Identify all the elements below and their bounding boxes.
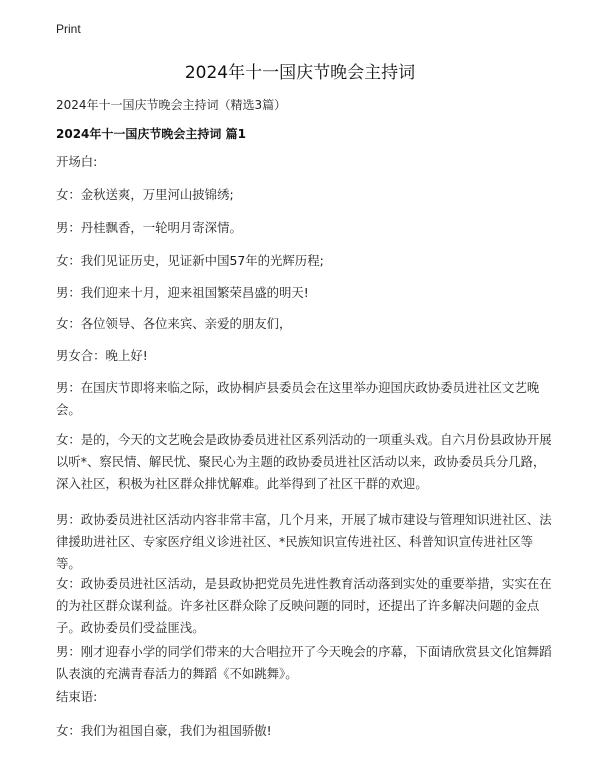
paragraph-line: 女：是的，今天的文艺晚会是政协委员进社区系列活动的一项重头戏。自六月份县政协开展以听*、察民情、解民忧、聚民心为主题的政协委员进社区活动以来，政协委员兵分几路，深入社区，积极为社区群众排忧解难。此举得到了社区干群的欢迎。: [56, 432, 552, 491]
paragraph-line: 女：政协委员进社区活动，是县政协把党员先进性教育活动落到实处的重要举措，实实在在的为社区群众谋利益。许多社区群众除了反映问题的同时，还提出了许多解决问题的金点子。政协委员们受益匪浅。: [56, 576, 552, 635]
paragraph-line: 男：丹桂飘香，一轮明月寄深情。: [56, 220, 242, 235]
paragraph-line: 男：我们迎来十月，迎来祖国繁荣昌盛的明天!: [56, 285, 309, 300]
print-link[interactable]: Print: [56, 22, 81, 36]
paragraph-opening-label: 开场白:: [56, 154, 98, 169]
paragraph-line: 男：在国庆节即将来临之际，政协桐庐县委员会在这里举办迎国庆政协委员进社区文艺晚会。: [56, 380, 540, 417]
paragraph-line: 男：刚才迎春小学的同学们带来的大合唱拉开了今天晚会的序幕，下面请欣赏县文化馆舞蹈队表演的充满青春活力的舞蹈《不如跳舞》。: [56, 644, 552, 681]
section-heading: 2024年十一国庆节晚会主持词 篇1: [56, 127, 246, 141]
paragraph-line: 男女合：晚上好!: [56, 348, 148, 363]
paragraph-line: 女：我们见证历史，见证新中国57年的光辉历程;: [56, 253, 324, 268]
paragraph-line: 女：金秋送爽，万里河山披锦绣;: [56, 187, 234, 202]
paragraph-closing-label: 结束语:: [56, 689, 98, 704]
page-title: 2024年十一国庆节晚会主持词: [184, 63, 416, 83]
paragraph-line: 男：政协委员进社区活动内容非常丰富，几个月来，开展了城市建设与管理知识进社区、法律援助进社区、专家医疗组义诊进社区、*民族知识宣传进社区、科普知识宣传进社区等等。: [56, 512, 552, 571]
paragraph-line: 女：各位领导、各位来宾、亲爱的朋友们，: [56, 316, 292, 331]
page-subtitle: 2024年十一国庆节晚会主持词（精选3篇）: [56, 98, 287, 112]
paragraph-line: 女：我们为祖国自豪，我们为祖国骄傲!: [56, 723, 272, 738]
